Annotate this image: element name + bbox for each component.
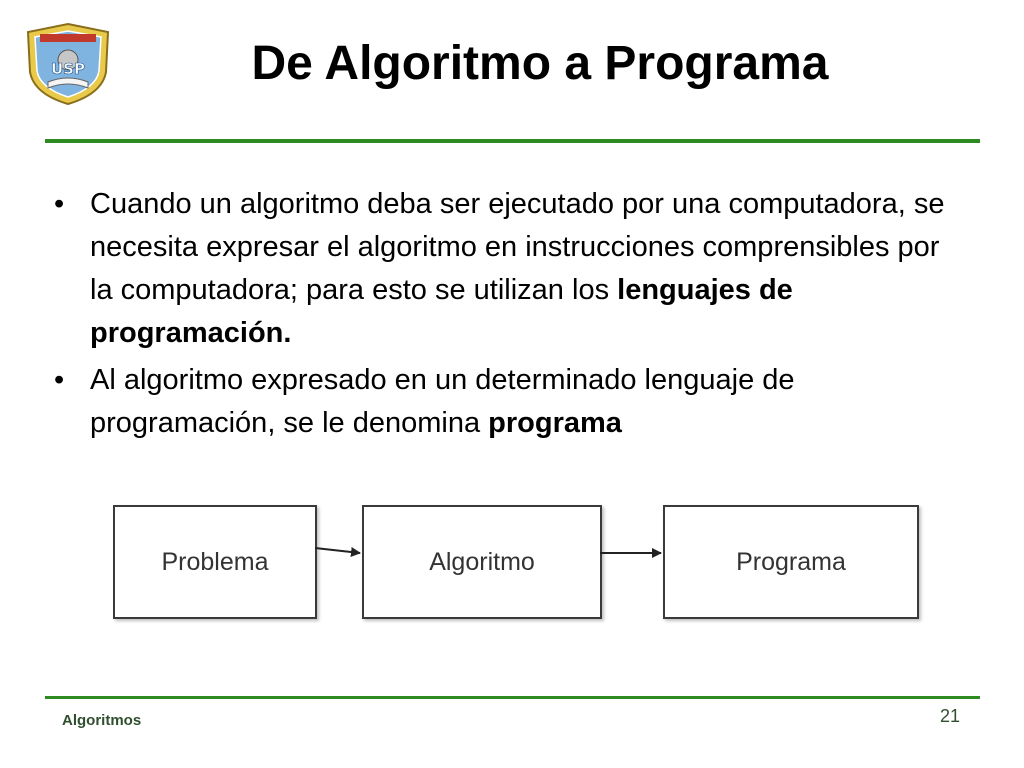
- title-divider: [45, 139, 980, 143]
- diagram-box-algoritmo: [362, 505, 602, 619]
- page-number: 21: [940, 706, 961, 726]
- diagram-box-label: Programa: [736, 547, 846, 576]
- diagram-box-programa: [663, 505, 919, 619]
- bullet-marker: •: [54, 364, 65, 396]
- arrow-problema-to-algoritmo: [315, 548, 360, 553]
- logo-text: USP: [51, 60, 85, 78]
- bullet-text: Cuando un algoritmo deba ser ejecutado por una computadora, se necesita expresar el algoritmo en instrucciones comprensibles por la computadora; para esto se utilizan los: [90, 188, 945, 306]
- footer-label: Algoritmos: [62, 712, 142, 729]
- bullet-bold-text: lenguajes de programación.: [90, 274, 793, 349]
- bullet-item-1: [48, 183, 948, 355]
- bullet-bold-text: programa: [488, 407, 622, 439]
- university-shield-logo: [22, 22, 114, 106]
- bullet-item-2: [48, 359, 948, 445]
- diagram-box-label: Problema: [161, 547, 269, 576]
- slide-title: De Algoritmo a Programa: [251, 37, 829, 90]
- bullet-text: Al algoritmo expresado en un determinado lenguaje de programación, se le denomina: [90, 364, 795, 439]
- diagram-box-label: Algoritmo: [429, 547, 535, 576]
- bullet-list: [48, 183, 948, 449]
- bullet-marker: •: [54, 188, 65, 220]
- diagram-box-problema: [113, 505, 317, 619]
- footer-divider: [45, 696, 980, 699]
